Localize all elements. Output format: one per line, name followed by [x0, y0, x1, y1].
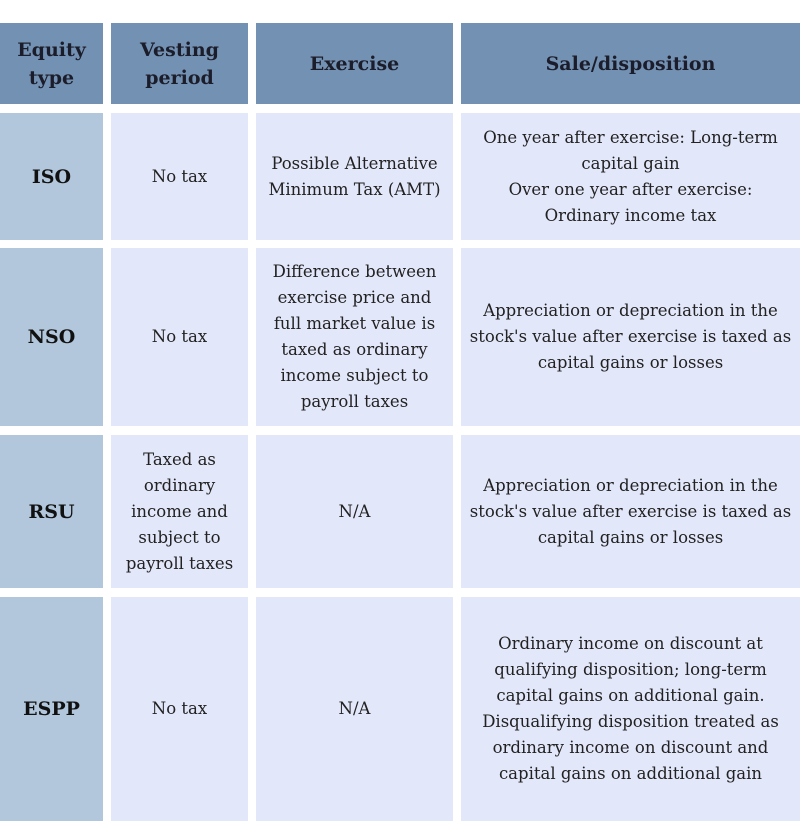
row-espp-sale-text: Ordinary income on discount at qualifying disposition; long-term capital gains on additional gain. Disqualifying disposition treated as ordinary income on discount and capital gains on additional gain [482, 634, 779, 783]
row-nso-sale-text: Appreciation or depreciation in the stock's value after exercise is taxed as capital gains or losses [469, 301, 792, 372]
row-iso-exercise-text: Possible Alternative Minimum Tax (AMT) [268, 153, 441, 199]
header-sale-disposition [461, 23, 800, 104]
row-nso-type [0, 248, 103, 426]
row-iso-vesting-text: No tax [151, 166, 208, 186]
header-sale-disposition-label: Sale/disposition [545, 52, 716, 75]
row-espp-vesting [111, 597, 248, 821]
header-vesting-period [111, 23, 248, 104]
row-espp-exercise [256, 597, 453, 821]
row-nso-exercise-text: Difference between exercise price and full market value is taxed as ordinary income subject to payroll taxes [272, 262, 437, 411]
row-nso-sale [461, 248, 800, 426]
header-exercise [256, 23, 453, 104]
row-rsu-sale-text: Appreciation or depreciation in the stock's value after exercise is taxed as capital gains or losses [469, 475, 792, 547]
row-iso-sale [461, 113, 800, 240]
row-rsu-type-label: RSU [28, 500, 75, 523]
row-espp-vesting-text: No tax [151, 699, 208, 718]
row-rsu-exercise [256, 435, 453, 588]
row-espp-type-label: ESPP [23, 698, 80, 720]
row-rsu-sale [461, 435, 800, 588]
row-iso-type [0, 113, 103, 240]
row-espp-exercise-text: N/A [338, 699, 371, 718]
row-rsu-vesting [111, 435, 248, 588]
row-nso-type-label: NSO [27, 326, 76, 348]
row-espp-type [0, 597, 103, 821]
header-equity-type-label: Equity type [17, 38, 86, 89]
header-exercise-label: Exercise [309, 52, 400, 75]
header-vesting-period-label: Vesting period [140, 38, 219, 89]
row-espp-sale [461, 597, 800, 821]
row-nso-exercise [256, 248, 453, 426]
row-rsu-type [0, 435, 103, 588]
row-nso-vesting-text: No tax [151, 327, 208, 346]
row-nso-vesting [111, 248, 248, 426]
header-equity-type [0, 23, 103, 104]
row-iso-vesting [111, 113, 248, 240]
row-iso-exercise [256, 113, 453, 240]
row-rsu-vesting-text: Taxed as ordinary income and subject to payroll taxes [125, 449, 234, 573]
row-rsu-exercise-text: N/A [338, 501, 371, 521]
row-iso-sale-text: One year after exercise: Long-term capital gain Over one year after exercise: Ordinary income tax [483, 127, 778, 225]
row-iso-type-label: ISO [31, 165, 72, 188]
